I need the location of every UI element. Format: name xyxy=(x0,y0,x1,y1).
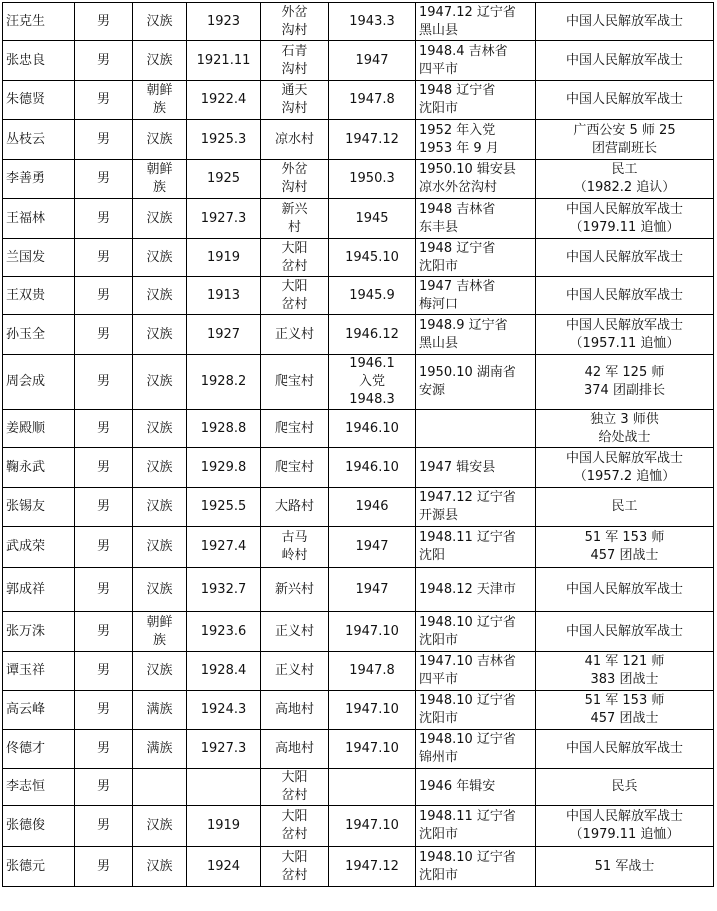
cell-death: 1948 辽宁省 沈阳市 xyxy=(416,81,536,120)
cell-birth: 1928.4 xyxy=(187,652,261,691)
cell-death: 1948.12 天津市 xyxy=(416,568,536,612)
cell-death: 1947.12 辽宁省 黑山县 xyxy=(416,3,536,41)
cell-village: 大阳 岔村 xyxy=(261,277,329,315)
cell-name: 王双贵 xyxy=(3,277,75,315)
cell-ethnicity: 汉族 xyxy=(133,806,187,847)
cell-gender: 男 xyxy=(75,730,133,769)
cell-death: 1948.11 辽宁省 沈阳 xyxy=(416,527,536,568)
cell-enlist: 1946.10 xyxy=(329,448,416,488)
cell-enlist: 1947.10 xyxy=(329,730,416,769)
cell-gender: 男 xyxy=(75,81,133,120)
cell-name: 张万洙 xyxy=(3,612,75,652)
cell-unit: 51 军 153 师 457 团战士 xyxy=(536,527,714,568)
cell-ethnicity: 满族 xyxy=(133,730,187,769)
cell-enlist: 1947 xyxy=(329,568,416,612)
cell-birth: 1923.6 xyxy=(187,612,261,652)
cell-ethnicity: 汉族 xyxy=(133,355,187,410)
cell-birth: 1925.5 xyxy=(187,488,261,527)
cell-name: 朱德贤 xyxy=(3,81,75,120)
cell-unit: 中国人民解放军战士 （1957.2 追恤） xyxy=(536,448,714,488)
table-row xyxy=(3,448,714,488)
cell-village: 新兴 村 xyxy=(261,199,329,239)
cell-village: 古马 岭村 xyxy=(261,527,329,568)
cell-birth: 1928.8 xyxy=(187,410,261,448)
table-row xyxy=(3,488,714,527)
table-row xyxy=(3,769,714,806)
cell-birth: 1925.3 xyxy=(187,120,261,160)
table-row xyxy=(3,691,714,730)
cell-death: 1948.11 辽宁省 沈阳市 xyxy=(416,806,536,847)
cell-name: 兰国发 xyxy=(3,239,75,277)
cell-death: 1948.4 吉林省 四平市 xyxy=(416,41,536,81)
cell-ethnicity: 汉族 xyxy=(133,3,187,41)
table-row xyxy=(3,160,714,199)
cell-unit: 中国人民解放军战士 xyxy=(536,41,714,81)
cell-enlist: 1947.10 xyxy=(329,806,416,847)
cell-gender: 男 xyxy=(75,806,133,847)
table-row xyxy=(3,355,714,410)
cell-ethnicity: 汉族 xyxy=(133,652,187,691)
cell-name: 高云峰 xyxy=(3,691,75,730)
cell-name: 佟德才 xyxy=(3,730,75,769)
cell-death: 1948.10 辽宁省 锦州市 xyxy=(416,730,536,769)
cell-name: 周会成 xyxy=(3,355,75,410)
cell-unit: 中国人民解放军战士 xyxy=(536,3,714,41)
cell-enlist: 1946.12 xyxy=(329,315,416,355)
cell-gender: 男 xyxy=(75,448,133,488)
cell-ethnicity: 满族 xyxy=(133,691,187,730)
cell-death: 1947.12 辽宁省 开源县 xyxy=(416,488,536,527)
cell-unit: 42 军 125 师 374 团副排长 xyxy=(536,355,714,410)
cell-enlist: 1945.9 xyxy=(329,277,416,315)
cell-name: 谭玉祥 xyxy=(3,652,75,691)
cell-enlist: 1947.8 xyxy=(329,652,416,691)
table-row xyxy=(3,81,714,120)
cell-gender: 男 xyxy=(75,612,133,652)
cell-birth: 1927.4 xyxy=(187,527,261,568)
cell-unit: 中国人民解放军战士 xyxy=(536,277,714,315)
cell-name: 郭成祥 xyxy=(3,568,75,612)
cell-unit: 中国人民解放军战士 xyxy=(536,730,714,769)
cell-unit: 51 军战士 xyxy=(536,847,714,887)
cell-gender: 男 xyxy=(75,410,133,448)
cell-ethnicity: 汉族 xyxy=(133,448,187,488)
cell-ethnicity: 汉族 xyxy=(133,277,187,315)
cell-birth: 1927.3 xyxy=(187,199,261,239)
table-row xyxy=(3,277,714,315)
cell-unit: 中国人民解放军战士 xyxy=(536,81,714,120)
cell-birth: 1919 xyxy=(187,239,261,277)
cell-birth: 1927.3 xyxy=(187,730,261,769)
cell-village: 凉水村 xyxy=(261,120,329,160)
cell-unit: 中国人民解放军战士 xyxy=(536,612,714,652)
table-row xyxy=(3,730,714,769)
cell-village: 正义村 xyxy=(261,612,329,652)
table-row xyxy=(3,199,714,239)
cell-gender: 男 xyxy=(75,691,133,730)
cell-ethnicity: 汉族 xyxy=(133,410,187,448)
cell-death: 1948.10 辽宁省 沈阳市 xyxy=(416,691,536,730)
cell-birth: 1923 xyxy=(187,3,261,41)
cell-village: 正义村 xyxy=(261,315,329,355)
cell-village: 正义村 xyxy=(261,652,329,691)
cell-village: 大阳 岔村 xyxy=(261,847,329,887)
cell-death: 1950.10 辑安县 凉水外岔沟村 xyxy=(416,160,536,199)
cell-death: 1948 辽宁省 沈阳市 xyxy=(416,239,536,277)
table-row xyxy=(3,120,714,160)
cell-gender: 男 xyxy=(75,315,133,355)
cell-birth: 1913 xyxy=(187,277,261,315)
cell-ethnicity: 汉族 xyxy=(133,847,187,887)
cell-enlist: 1947.8 xyxy=(329,81,416,120)
cell-unit: 中国人民解放军战士 （1979.11 追恤） xyxy=(536,199,714,239)
cell-death: 1950.10 湖南省 安源 xyxy=(416,355,536,410)
cell-name: 姜殿顺 xyxy=(3,410,75,448)
cell-ethnicity: 汉族 xyxy=(133,120,187,160)
cell-death: 1947 辑安县 xyxy=(416,448,536,488)
cell-birth: 1924.3 xyxy=(187,691,261,730)
cell-village: 大路村 xyxy=(261,488,329,527)
cell-village: 大阳 岔村 xyxy=(261,239,329,277)
cell-birth: 1919 xyxy=(187,806,261,847)
martyr-roster-table xyxy=(2,2,714,887)
cell-enlist: 1947.12 xyxy=(329,847,416,887)
cell-birth: 1922.4 xyxy=(187,81,261,120)
cell-enlist: 1947 xyxy=(329,41,416,81)
table-row xyxy=(3,3,714,41)
cell-name: 孙玉全 xyxy=(3,315,75,355)
cell-unit: 民工 （1982.2 追认） xyxy=(536,160,714,199)
table-row xyxy=(3,568,714,612)
cell-enlist: 1947.10 xyxy=(329,691,416,730)
cell-ethnicity: 汉族 xyxy=(133,199,187,239)
cell-enlist: 1945 xyxy=(329,199,416,239)
cell-death: 1948 吉林省 东丰县 xyxy=(416,199,536,239)
cell-name: 李善勇 xyxy=(3,160,75,199)
table-row xyxy=(3,847,714,887)
cell-village: 大阳 岔村 xyxy=(261,806,329,847)
cell-birth: 1928.2 xyxy=(187,355,261,410)
cell-village: 高地村 xyxy=(261,691,329,730)
cell-ethnicity: 朝鲜 族 xyxy=(133,612,187,652)
cell-village: 新兴村 xyxy=(261,568,329,612)
cell-death: 1952 年入党 1953 年 9 月 xyxy=(416,120,536,160)
cell-unit: 中国人民解放军战士 xyxy=(536,568,714,612)
cell-village: 高地村 xyxy=(261,730,329,769)
cell-gender: 男 xyxy=(75,120,133,160)
table-row xyxy=(3,315,714,355)
table-row xyxy=(3,612,714,652)
cell-name: 鞠永武 xyxy=(3,448,75,488)
cell-name: 张忠良 xyxy=(3,41,75,81)
cell-death: 1948.10 辽宁省 沈阳市 xyxy=(416,847,536,887)
cell-ethnicity: 汉族 xyxy=(133,41,187,81)
cell-ethnicity: 汉族 xyxy=(133,315,187,355)
cell-village: 爬宝村 xyxy=(261,355,329,410)
cell-enlist: 1946 xyxy=(329,488,416,527)
cell-unit: 41 军 121 师 383 团战士 xyxy=(536,652,714,691)
cell-village: 外岔 沟村 xyxy=(261,160,329,199)
cell-ethnicity: 汉族 xyxy=(133,527,187,568)
cell-gender: 男 xyxy=(75,568,133,612)
cell-ethnicity: 朝鲜 族 xyxy=(133,81,187,120)
cell-village: 爬宝村 xyxy=(261,410,329,448)
cell-birth: 1927 xyxy=(187,315,261,355)
cell-ethnicity: 汉族 xyxy=(133,239,187,277)
cell-unit: 51 军 153 师 457 团战士 xyxy=(536,691,714,730)
cell-name: 张德俊 xyxy=(3,806,75,847)
cell-gender: 男 xyxy=(75,355,133,410)
cell-enlist: 1947.10 xyxy=(329,612,416,652)
cell-enlist: 1946.1 入党 1948.3 xyxy=(329,355,416,410)
table-row xyxy=(3,527,714,568)
cell-village: 外岔 沟村 xyxy=(261,3,329,41)
cell-unit: 广西公安 5 师 25 团营副班长 xyxy=(536,120,714,160)
cell-name: 王福林 xyxy=(3,199,75,239)
cell-birth: 1929.8 xyxy=(187,448,261,488)
cell-name: 武成荣 xyxy=(3,527,75,568)
cell-ethnicity: 汉族 xyxy=(133,488,187,527)
table-row xyxy=(3,410,714,448)
cell-enlist: 1947.12 xyxy=(329,120,416,160)
cell-ethnicity: 汉族 xyxy=(133,568,187,612)
cell-village: 爬宝村 xyxy=(261,448,329,488)
cell-village: 石青 沟村 xyxy=(261,41,329,81)
cell-name: 张锡友 xyxy=(3,488,75,527)
cell-birth: 1925 xyxy=(187,160,261,199)
cell-death: 1946 年辑安 xyxy=(416,769,536,806)
cell-gender: 男 xyxy=(75,488,133,527)
cell-enlist: 1946.10 xyxy=(329,410,416,448)
cell-name: 汪克生 xyxy=(3,3,75,41)
table-row xyxy=(3,652,714,691)
cell-gender: 男 xyxy=(75,160,133,199)
cell-unit: 独立 3 师供 给处战士 xyxy=(536,410,714,448)
cell-unit: 民兵 xyxy=(536,769,714,806)
cell-enlist: 1945.10 xyxy=(329,239,416,277)
cell-name: 丛枝云 xyxy=(3,120,75,160)
table-row xyxy=(3,41,714,81)
cell-gender: 男 xyxy=(75,652,133,691)
cell-gender: 男 xyxy=(75,847,133,887)
cell-enlist: 1943.3 xyxy=(329,3,416,41)
cell-gender: 男 xyxy=(75,239,133,277)
cell-gender: 男 xyxy=(75,3,133,41)
cell-ethnicity xyxy=(133,769,187,806)
cell-death: 1947 吉林省 梅河口 xyxy=(416,277,536,315)
cell-enlist: 1947 xyxy=(329,527,416,568)
cell-death: 1947.10 吉林省 四平市 xyxy=(416,652,536,691)
cell-ethnicity: 朝鲜 族 xyxy=(133,160,187,199)
cell-enlist xyxy=(329,769,416,806)
cell-unit: 中国人民解放军战士 （1979.11 追恤） xyxy=(536,806,714,847)
table-row xyxy=(3,806,714,847)
cell-gender: 男 xyxy=(75,277,133,315)
cell-death: 1948.9 辽宁省 黑山县 xyxy=(416,315,536,355)
cell-enlist: 1950.3 xyxy=(329,160,416,199)
cell-gender: 男 xyxy=(75,199,133,239)
cell-unit: 中国人民解放军战士 xyxy=(536,239,714,277)
roster-body xyxy=(3,3,714,887)
cell-death xyxy=(416,410,536,448)
cell-unit: 民工 xyxy=(536,488,714,527)
cell-death: 1948.10 辽宁省 沈阳市 xyxy=(416,612,536,652)
cell-name: 张德元 xyxy=(3,847,75,887)
cell-unit: 中国人民解放军战士 （1957.11 追恤） xyxy=(536,315,714,355)
cell-birth: 1932.7 xyxy=(187,568,261,612)
cell-gender: 男 xyxy=(75,769,133,806)
cell-birth xyxy=(187,769,261,806)
cell-name: 李志恒 xyxy=(3,769,75,806)
cell-birth: 1921.11 xyxy=(187,41,261,81)
cell-village: 大阳 岔村 xyxy=(261,769,329,806)
cell-gender: 男 xyxy=(75,527,133,568)
cell-birth: 1924 xyxy=(187,847,261,887)
cell-gender: 男 xyxy=(75,41,133,81)
cell-village: 通天 沟村 xyxy=(261,81,329,120)
table-row xyxy=(3,239,714,277)
